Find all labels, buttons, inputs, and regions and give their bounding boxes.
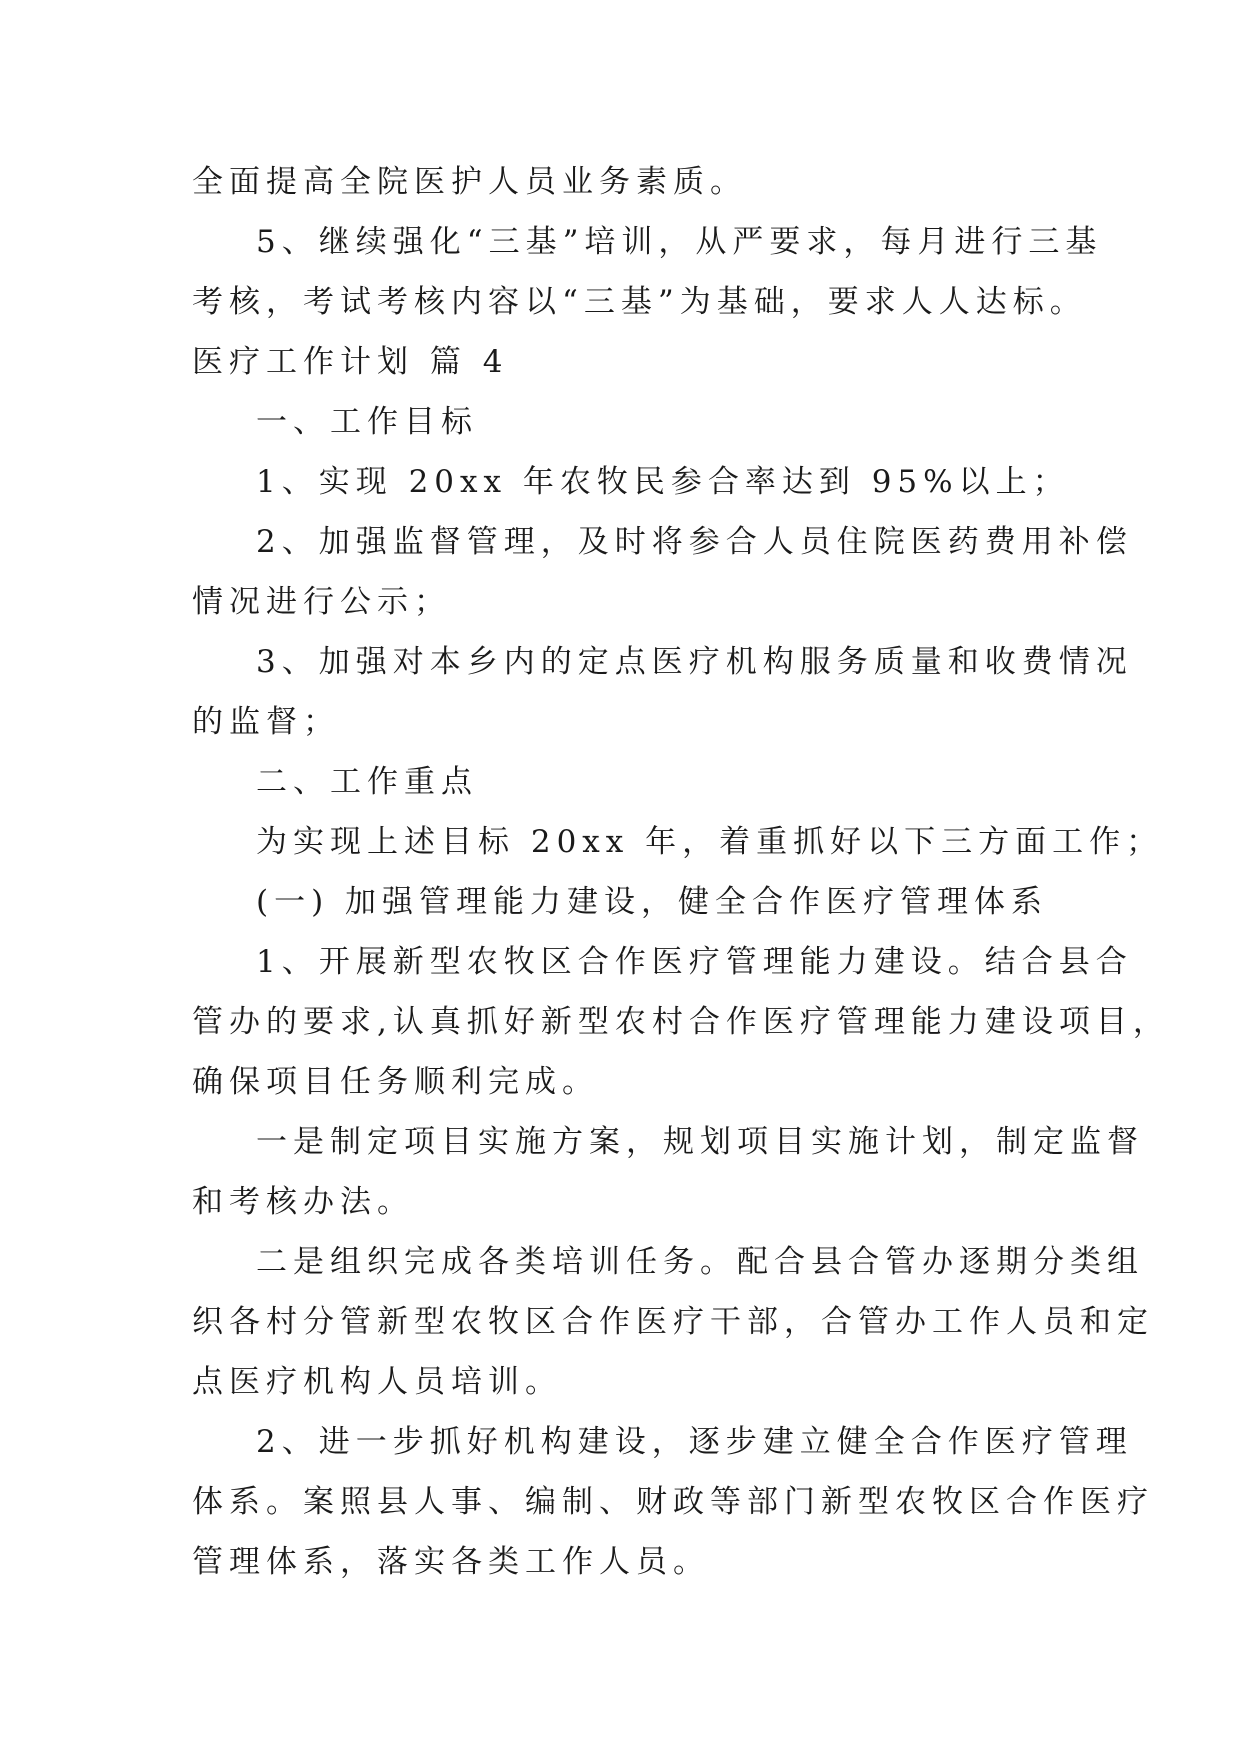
- paragraph-line: 一是制定项目实施方案，规划项目实施计划，制定监督: [256, 1124, 1144, 1160]
- paragraph-line: 考核，考试考核内容以“三基”为基础，要求人人达标。: [192, 284, 1087, 320]
- subsection-heading: 二、工作重点: [256, 764, 478, 800]
- paragraph-line: 管办的要求,认真抓好新型农村合作医疗管理能力建设项目，: [192, 1004, 1170, 1040]
- paragraph-line: 2、加强监督管理，及时将参合人员住院医药费用补偿: [256, 524, 1133, 560]
- paragraph-line: 全面提高全院医护人员业务素质。: [192, 164, 747, 200]
- paragraph-line: 为实现上述目标 20xx 年，着重抓好以下三方面工作；: [256, 824, 1164, 860]
- paragraph-line: 管理体系，落实各类工作人员。: [192, 1544, 710, 1580]
- paragraph-line: 织各村分管新型农牧区合作医疗干部，合管办工作人员和定: [192, 1304, 1154, 1340]
- paragraph-line: 1、开展新型农牧区合作医疗管理能力建设。结合县合: [256, 944, 1133, 980]
- paragraph-line: 点医疗机构人员培训。: [192, 1364, 562, 1400]
- paragraph-line: 和考核办法。: [192, 1184, 414, 1220]
- paragraph-line: 2、进一步抓好机构建设，逐步建立健全合作医疗管理: [256, 1424, 1133, 1460]
- paragraph-line: 1、实现 20xx 年农牧民参合率达到 95%以上；: [256, 464, 1070, 500]
- paragraph-line: 确保项目任务顺利完成。: [192, 1064, 599, 1100]
- paragraph-line: 5、继续强化“三基”培训，从严要求，每月进行三基: [256, 224, 1103, 260]
- section-heading: 医疗工作计划 篇 4: [192, 344, 509, 380]
- subsection-heading: 一、工作目标: [256, 404, 478, 440]
- paragraph-line: 体系。案照县人事、编制、财政等部门新型农牧区合作医疗: [192, 1484, 1154, 1520]
- paragraph-line: (一) 加强管理能力建设，健全合作医疗管理体系: [256, 884, 1049, 920]
- paragraph-line: 情况进行公示；: [192, 584, 451, 620]
- paragraph-line: 的监督；: [192, 704, 340, 740]
- paragraph-line: 二是组织完成各类培训任务。配合县合管办逐期分类组: [256, 1244, 1144, 1280]
- paragraph-line: 3、加强对本乡内的定点医疗机构服务质量和收费情况: [256, 644, 1133, 680]
